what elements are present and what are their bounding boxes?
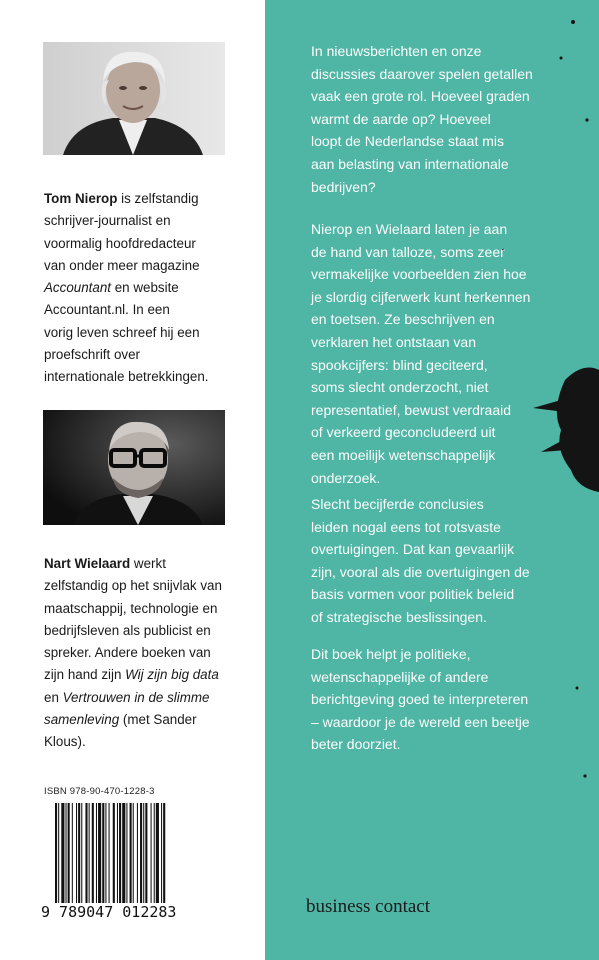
barcode-bar — [89, 803, 90, 907]
barcode — [41, 803, 196, 923]
blurb-line: basis vormen voor politiek beleid — [311, 586, 515, 603]
blurb-line: aan belasting van internationale — [311, 155, 509, 172]
barcode-bar — [55, 803, 57, 907]
bio-line: zelfstandig op het snijvlak van — [44, 578, 222, 594]
barcode-bar — [163, 803, 165, 907]
barcode-bar — [102, 803, 104, 907]
bio-line: Accountant.nl. In een — [44, 302, 170, 318]
blurb-line: verklaren het ontstaan van — [311, 333, 476, 350]
blurb-line: Nierop en Wielaard laten je aan — [311, 221, 508, 237]
barcode-bar — [113, 803, 115, 907]
barcode-bar — [92, 803, 94, 907]
barcode-bar — [81, 803, 82, 907]
bio-line: voormalig hoofdredacteur — [44, 235, 196, 251]
bio-line: Nart Wielaard werkt — [44, 556, 166, 571]
bio-line: schrijver-journalist en — [44, 213, 171, 229]
blurb-paragraph-4 — [311, 643, 573, 756]
barcode-bar — [72, 803, 73, 907]
blurb-line: je slordig cijferwerk kunt herkennen — [311, 288, 531, 305]
blurb-line: onderzoek. — [311, 469, 381, 486]
barcode-bar — [122, 803, 125, 907]
blurb-line: of strategische beslissingen. — [311, 608, 487, 625]
blurb-paragraph-1 — [311, 40, 573, 198]
barcode-bar — [76, 803, 77, 907]
barcode-bar — [68, 803, 70, 907]
bio-line: van onder meer magazine — [44, 257, 200, 273]
barcode-bar — [156, 803, 159, 907]
barcode-bar — [126, 803, 127, 907]
bio-line: Klous). — [44, 734, 86, 750]
bio-line: zijn hand zijn Wij zijn big data — [44, 667, 219, 683]
blurb-line: vaak een grote rol. Hoeveel graden — [311, 88, 530, 105]
blurb-line: een moeilijk wetenschappelijk — [311, 446, 496, 463]
bio-line: samenleving (met Sander — [44, 712, 197, 728]
blurb-line: vermakelijke voorbeelden zien hoe — [311, 266, 527, 283]
bio-line: en Vertrouwen in de slimme — [44, 689, 210, 705]
isbn-label: ISBN 978-90-470-1228-3 — [44, 786, 155, 797]
barcode-bar — [119, 803, 121, 907]
blurb-line: Slecht becijferde conclusies — [311, 496, 484, 512]
blurb-line: spookcijfers: blind geciteerd, — [311, 356, 488, 373]
barcode-bar — [143, 803, 144, 907]
author-photo-tom-nierop — [43, 42, 225, 155]
bio-line: internationale betrekkingen. — [44, 369, 209, 385]
barcode-bar — [137, 803, 138, 907]
bio-line: Accountant en website — [44, 280, 179, 296]
barcode-bar — [98, 803, 101, 907]
bio-line: proefschrift over — [44, 347, 141, 363]
blurb-line: bedrijven? — [311, 178, 376, 195]
blurb-line: zijn, vooral als die overtuigingen de — [311, 563, 530, 580]
bio-line: Tom Nierop is zelfstandig — [44, 191, 199, 206]
blurb-line: of verkeerd geconcludeerd uit — [311, 424, 496, 441]
blurb-line: – waardoor je de wereld een beetje — [311, 713, 530, 730]
barcode-number: 9 789047 012283 — [41, 903, 199, 921]
blurb-line: leiden nogal eens tot rotsvaste — [311, 518, 501, 535]
bio-line: bedrijfsleven als publicist en — [44, 622, 211, 638]
barcode-bar — [105, 803, 106, 907]
barcode-bar — [161, 803, 162, 907]
blurb-paragraph-3 — [311, 493, 573, 629]
barcode-bar — [154, 803, 155, 907]
barcode-bar — [85, 803, 87, 907]
blurb-line: Dit boek helpt je politieke, — [311, 646, 471, 662]
blurb-line: de hand van talloze, soms zeer — [311, 243, 505, 260]
barcode-bar — [151, 803, 152, 907]
barcode-bar — [78, 803, 80, 907]
back-cover-left-panel — [0, 0, 265, 960]
blurb-line: loopt de Nederlandse staat mis — [311, 133, 504, 150]
blurb-line: warmt de aarde op? Hoeveel — [311, 110, 491, 127]
barcode-bar — [61, 803, 64, 907]
author-bio-nart-wielaard — [44, 553, 244, 754]
back-cover-right-panel — [265, 0, 599, 960]
blurb-line: soms slecht onderzocht, niet — [311, 379, 489, 396]
blurb-line: In nieuwsberichten en onze — [311, 43, 482, 59]
blurb-line: beter doorziet. — [311, 736, 401, 753]
barcode-bars — [41, 803, 196, 908]
blurb-line: overtuigingen. Dat kan gevaarlijk — [311, 541, 515, 558]
blurb-line: berichtgeving goed te interpreteren — [311, 691, 529, 708]
author-bio-tom-nierop — [44, 188, 244, 389]
barcode-bar — [117, 803, 118, 907]
barcode-bar — [145, 803, 147, 907]
barcode-bar — [109, 803, 110, 907]
author-photo-nart-wielaard — [43, 410, 225, 525]
barcode-bar — [133, 803, 134, 907]
bio-line: vorig leven schreef hij een — [44, 324, 200, 340]
blurb-line: wetenschappelijke of andere — [311, 668, 489, 685]
barcode-bar — [66, 803, 67, 907]
blurb-paragraph-2 — [311, 218, 573, 489]
barcode-bar — [140, 803, 142, 907]
blurb-line: en toetsen. Ze beschrijven en — [311, 311, 495, 328]
publisher-logo: business contact — [306, 896, 431, 917]
blurb-line: representatief, bewust verdraaid — [311, 401, 511, 418]
barcode-bar — [96, 803, 97, 907]
bio-line: spreker. Andere boeken van — [44, 645, 211, 661]
barcode-bar — [130, 803, 132, 907]
barcode-bar — [58, 803, 59, 907]
blurb-line: discussies daarover spelen getallen — [311, 65, 533, 82]
bio-line: maatschappij, technologie en — [44, 600, 218, 616]
